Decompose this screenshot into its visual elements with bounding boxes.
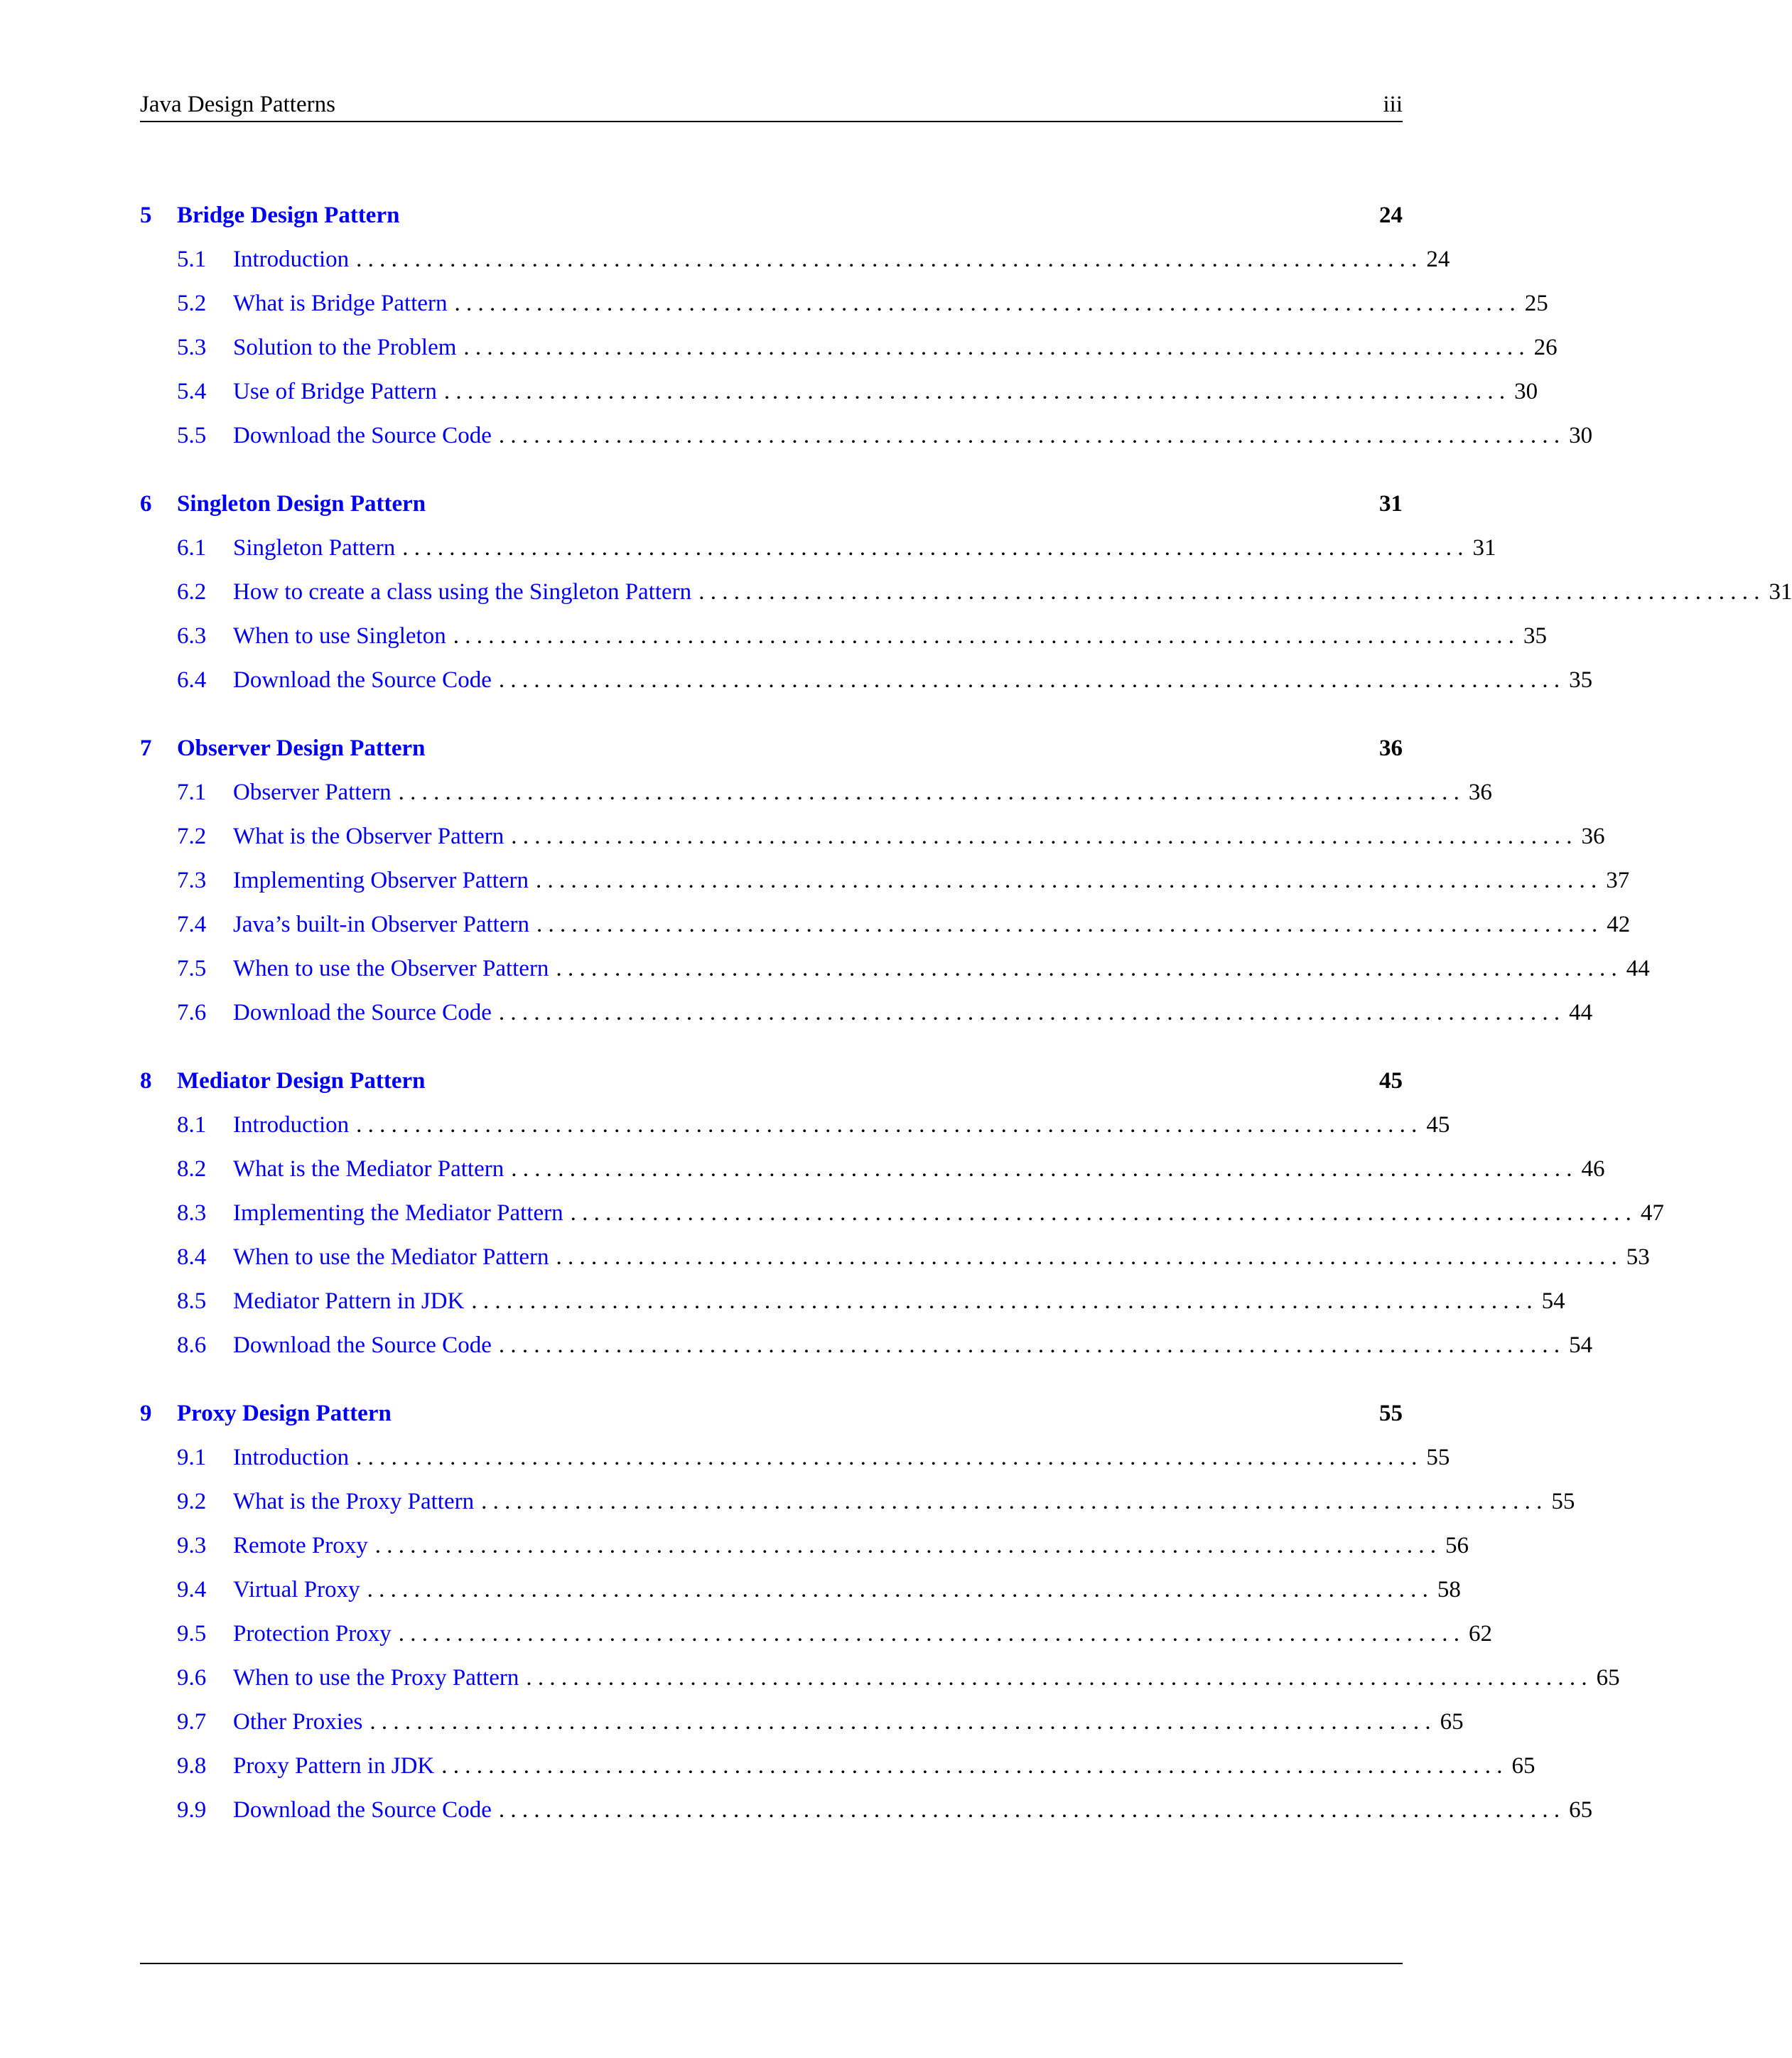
dot-leader: . . . . . . . . . . . . . . . . . . . . . . . . . . . . . . . . . . . . . . . . . . . . . . . . . . . . . . . . . . . . . . . . . . . . . . . . . . . . . . . . . . . . . . . . . . . xyxy=(443,379,1506,404)
section-page: 37 xyxy=(1606,868,1630,893)
running-title: Java Design Patterns xyxy=(140,92,335,117)
section-number[interactable]: 9.5 xyxy=(177,1621,207,1647)
section-page: 65 xyxy=(1511,1753,1535,1779)
toc-section-link[interactable] xyxy=(140,614,1547,658)
section-page: 25 xyxy=(1524,291,1548,316)
section-page: 65 xyxy=(1440,1709,1464,1735)
section-page: 46 xyxy=(1581,1156,1605,1182)
chapter-number[interactable]: 9 xyxy=(140,1401,152,1426)
dot-leader: . . . . . . . . . . . . . . . . . . . . . . . . . . . . . . . . . . . . . . . . . . . . . . . . . . . . . . . . . . . . . . . . . . . . . . . . . . . . . . . . . . . . . . . . . . . xyxy=(570,1200,1631,1226)
toc-section-link[interactable] xyxy=(140,1744,1535,1788)
section-title[interactable]: Singleton Pattern xyxy=(233,535,396,561)
section-page: 56 xyxy=(1445,1533,1469,1558)
section-number[interactable]: 8.2 xyxy=(177,1156,207,1182)
section-title[interactable]: What is the Proxy Pattern xyxy=(233,1489,475,1514)
chapter-page: 45 xyxy=(1379,1068,1403,1094)
toc-chapter xyxy=(140,482,1792,702)
section-title[interactable]: Mediator Pattern in JDK xyxy=(233,1288,465,1314)
section-number[interactable]: 9.1 xyxy=(177,1445,207,1470)
dot-leader: . . . . . . . . . . . . . . . . . . . . . . . . . . . . . . . . . . . . . . . . . . . . . . . . . . . . . . . . . . . . . . . . . . . . . . . . . . . . . . . . . . . . . . . . . . . xyxy=(498,423,1560,448)
section-number[interactable]: 9.8 xyxy=(177,1753,207,1779)
toc-section-link[interactable] xyxy=(140,1279,1565,1323)
toc-section-link[interactable] xyxy=(140,1612,1492,1656)
chapter-title[interactable]: Observer Design Pattern xyxy=(177,736,426,761)
toc-chapter-link[interactable] xyxy=(140,193,1403,237)
section-number[interactable]: 7.6 xyxy=(177,1000,207,1025)
section-title[interactable]: Implementing the Mediator Pattern xyxy=(233,1200,563,1226)
toc-section-link[interactable] xyxy=(140,1700,1464,1744)
section-title[interactable]: Introduction xyxy=(233,247,350,272)
toc-section-link[interactable] xyxy=(140,1480,1575,1524)
section-number[interactable]: 8.4 xyxy=(177,1244,207,1270)
section-title[interactable]: What is the Observer Pattern xyxy=(233,824,504,849)
section-number[interactable]: 9.7 xyxy=(177,1709,207,1735)
toc-chapter xyxy=(140,726,1650,1035)
toc-section-link[interactable] xyxy=(140,281,1548,325)
chapter-number[interactable]: 6 xyxy=(140,491,152,517)
chapter-page: 31 xyxy=(1379,491,1403,517)
dot-leader: . . . . . . . . . . . . . . . . . . . . . . . . . . . . . . . . . . . . . . . . . . . . . . . . . . . . . . . . . . . . . . . . . . . . . . . . . . . . . . . . . . . . . . . . . . . xyxy=(556,956,1617,981)
dot-leader: . . . . . . . . . . . . . . . . . . . . . . . . . . . . . . . . . . . . . . . . . . . . . . . . . . . . . . . . . . . . . . . . . . . . . . . . . . . . . . . . . . . . . . . . . . . xyxy=(498,1332,1560,1358)
section-number[interactable]: 7.4 xyxy=(177,912,207,937)
toc-section-link[interactable] xyxy=(140,1235,1650,1279)
chapter-title[interactable]: Singleton Design Pattern xyxy=(177,491,426,517)
section-number[interactable]: 7.1 xyxy=(177,780,207,805)
chapter-page: 55 xyxy=(1379,1401,1403,1426)
section-number[interactable]: 5.5 xyxy=(177,423,207,448)
toc-section-link[interactable] xyxy=(140,570,1792,614)
section-number[interactable]: 6.1 xyxy=(177,535,207,561)
dot-leader: . . . . . . . . . . . . . . . . . . . . . . . . . . . . . . . . . . . . . . . . . . . . . . . . . . . . . . . . . . . . . . . . . . . . . . . . . . . . . . . . . . . . . . . . . . . xyxy=(471,1288,1533,1314)
dot-leader: . . . . . . . . . . . . . . . . . . . . . . . . . . . . . . . . . . . . . . . . . . . . . . . . . . . . . . . . . . . . . . . . . . . . . . . . . . . . . . . . . . . . . . . . . . . xyxy=(536,912,1598,937)
section-page: 45 xyxy=(1426,1112,1450,1138)
section-title[interactable]: Protection Proxy xyxy=(233,1621,392,1647)
footer-rule xyxy=(140,1963,1403,1964)
section-title[interactable]: Download the Source Code xyxy=(233,1797,492,1823)
section-number[interactable]: 5.2 xyxy=(177,291,207,316)
chapter-page: 24 xyxy=(1379,203,1403,228)
toc-section-link[interactable] xyxy=(140,947,1650,991)
toc-section-link[interactable] xyxy=(140,370,1538,414)
section-page: 30 xyxy=(1569,423,1593,448)
section-number[interactable]: 9.6 xyxy=(177,1665,207,1691)
section-page: 35 xyxy=(1523,623,1547,649)
section-title[interactable]: When to use the Mediator Pattern xyxy=(233,1244,549,1270)
chapter-number[interactable]: 8 xyxy=(140,1068,152,1094)
section-title[interactable]: Proxy Pattern in JDK xyxy=(233,1753,435,1779)
dot-leader: . . . . . . . . . . . . . . . . . . . . . . . . . . . . . . . . . . . . . . . . . . . . . . . . . . . . . . . . . . . . . . . . . . . . . . . . . . . . . . . . . . . . . . . . . . . xyxy=(511,824,1572,849)
section-number[interactable]: 5.3 xyxy=(177,335,207,360)
section-number[interactable]: 8.1 xyxy=(177,1112,207,1138)
section-number[interactable]: 9.4 xyxy=(177,1577,207,1602)
section-title[interactable]: Solution to the Problem xyxy=(233,335,457,360)
section-page: 54 xyxy=(1569,1332,1593,1358)
dot-leader: . . . . . . . . . . . . . . . . . . . . . . . . . . . . . . . . . . . . . . . . . . . . . . . . . . . . . . . . . . . . . . . . . . . . . . . . . . . . . . . . . . . . . . . . . . . xyxy=(698,579,1760,605)
toc-section-link[interactable] xyxy=(140,991,1593,1035)
toc-section-link[interactable] xyxy=(140,1191,1664,1235)
dot-leader: . . . . . . . . . . . . . . . . . . . . . . . . . . . . . . . . . . . . . . . . . . . . . . . . . . . . . . . . . . . . . . . . . . . . . . . . . . . . . . . . . . . . . . . . . . . xyxy=(463,335,1525,360)
section-page: 31 xyxy=(1472,535,1496,561)
section-page: 26 xyxy=(1533,335,1558,360)
dot-leader: . . . . . . . . . . . . . . . . . . . . . . . . . . . . . . . . . . . . . . . . . . . . . . . . . . . . . . . . . . . . . . . . . . . . . . . . . . . . . . . . . . . . . . . . . . . xyxy=(536,868,1597,893)
toc-chapter-link[interactable] xyxy=(140,1059,1403,1103)
section-number[interactable]: 5.4 xyxy=(177,379,207,404)
section-title[interactable]: Other Proxies xyxy=(233,1709,363,1735)
section-page: 65 xyxy=(1596,1665,1620,1691)
section-page: 42 xyxy=(1607,912,1631,937)
section-page: 62 xyxy=(1468,1621,1492,1647)
dot-leader: . . . . . . . . . . . . . . . . . . . . . . . . . . . . . . . . . . . . . . . . . . . . . . . . . . . . . . . . . . . . . . . . . . . . . . . . . . . . . . . . . . . . . . . . . . . xyxy=(367,1577,1428,1602)
section-page: 31 xyxy=(1769,579,1792,605)
section-title[interactable]: Use of Bridge Pattern xyxy=(233,379,437,404)
section-page: 30 xyxy=(1514,379,1538,404)
dot-leader: . . . . . . . . . . . . . . . . . . . . . . . . . . . . . . . . . . . . . . . . . . . . . . . . . . . . . . . . . . . . . . . . . . . . . . . . . . . . . . . . . . . . . . . . . . . xyxy=(511,1156,1572,1182)
section-page: 55 xyxy=(1426,1445,1450,1470)
section-number[interactable]: 9.2 xyxy=(177,1489,207,1514)
section-page: 47 xyxy=(1640,1200,1664,1226)
dot-leader: . . . . . . . . . . . . . . . . . . . . . . . . . . . . . . . . . . . . . . . . . . . . . . . . . . . . . . . . . . . . . . . . . . . . . . . . . . . . . . . . . . . . . . . . . . . xyxy=(402,535,1464,561)
section-page: 58 xyxy=(1437,1577,1461,1602)
chapter-number[interactable]: 5 xyxy=(140,203,152,228)
section-page: 44 xyxy=(1626,956,1650,981)
section-page: 44 xyxy=(1569,1000,1593,1025)
section-page: 54 xyxy=(1541,1288,1565,1314)
chapter-title[interactable]: Bridge Design Pattern xyxy=(177,203,400,228)
toc-chapter-link[interactable] xyxy=(140,1391,1403,1435)
chapter-title[interactable]: Proxy Design Pattern xyxy=(177,1401,392,1426)
section-title[interactable]: Virtual Proxy xyxy=(233,1577,360,1602)
toc-section-link[interactable] xyxy=(140,237,1450,281)
dot-leader: . . . . . . . . . . . . . . . . . . . . . . . . . . . . . . . . . . . . . . . . . . . . . . . . . . . . . . . . . . . . . . . . . . . . . . . . . . . . . . . . . . . . . . . . . . . xyxy=(441,1753,1503,1779)
dot-leader: . . . . . . . . . . . . . . . . . . . . . . . . . . . . . . . . . . . . . . . . . . . . . . . . . . . . . . . . . . . . . . . . . . . . . . . . . . . . . . . . . . . . . . . . . . . xyxy=(498,1000,1560,1025)
section-number[interactable]: 8.5 xyxy=(177,1288,207,1314)
page-header xyxy=(140,88,1403,122)
toc-section-link[interactable] xyxy=(140,1323,1593,1367)
toc-section-link[interactable] xyxy=(140,1568,1461,1612)
dot-leader: . . . . . . . . . . . . . . . . . . . . . . . . . . . . . . . . . . . . . . . . . . . . . . . . . . . . . . . . . . . . . . . . . . . . . . . . . . . . . . . . . . . . . . . . . . . xyxy=(453,623,1514,649)
section-number[interactable]: 7.2 xyxy=(177,824,207,849)
toc-section-link[interactable] xyxy=(140,1435,1450,1480)
toc-section-link[interactable] xyxy=(140,814,1605,858)
dot-leader: . . . . . . . . . . . . . . . . . . . . . . . . . . . . . . . . . . . . . . . . . . . . . . . . . . . . . . . . . . . . . . . . . . . . . . . . . . . . . . . . . . . . . . . . . . . xyxy=(498,667,1560,693)
dot-leader: . . . . . . . . . . . . . . . . . . . . . . . . . . . . . . . . . . . . . . . . . . . . . . . . . . . . . . . . . . . . . . . . . . . . . . . . . . . . . . . . . . . . . . . . . . . xyxy=(526,1665,1587,1691)
toc-chapter xyxy=(140,193,1593,458)
dot-leader: . . . . . . . . . . . . . . . . . . . . . . . . . . . . . . . . . . . . . . . . . . . . . . . . . . . . . . . . . . . . . . . . . . . . . . . . . . . . . . . . . . . . . . . . . . . xyxy=(398,1621,1459,1647)
toc-chapter xyxy=(140,1059,1664,1367)
dot-leader: . . . . . . . . . . . . . . . . . . . . . . . . . . . . . . . . . . . . . . . . . . . . . . . . . . . . . . . . . . . . . . . . . . . . . . . . . . . . . . . . . . . . . . . . . . . xyxy=(369,1709,1431,1735)
section-title[interactable]: How to create a class using the Singleton Pattern xyxy=(233,579,692,605)
section-title[interactable]: What is the Mediator Pattern xyxy=(233,1156,504,1182)
section-title[interactable]: When to use the Observer Pattern xyxy=(233,956,549,981)
section-page: 53 xyxy=(1626,1244,1650,1270)
section-number[interactable]: 6.4 xyxy=(177,667,207,693)
section-number[interactable]: 6.2 xyxy=(177,579,207,605)
section-number[interactable]: 9.9 xyxy=(177,1797,207,1823)
section-title[interactable]: Implementing Observer Pattern xyxy=(233,868,529,893)
dot-leader: . . . . . . . . . . . . . . . . . . . . . . . . . . . . . . . . . . . . . . . . . . . . . . . . . . . . . . . . . . . . . . . . . . . . . . . . . . . . . . . . . . . . . . . . . . . xyxy=(498,1797,1560,1823)
toc-section-link[interactable] xyxy=(140,770,1492,814)
toc-chapter-link[interactable] xyxy=(140,726,1403,770)
section-number[interactable]: 5.1 xyxy=(177,247,207,272)
toc-section-link[interactable] xyxy=(140,858,1630,903)
toc-section-link[interactable] xyxy=(140,414,1593,458)
section-title[interactable]: Remote Proxy xyxy=(233,1533,368,1558)
section-number[interactable]: 8.3 xyxy=(177,1200,207,1226)
section-page: 36 xyxy=(1581,824,1605,849)
section-number[interactable]: 6.3 xyxy=(177,623,207,649)
toc-section-link[interactable] xyxy=(140,1103,1450,1147)
dot-leader: . . . . . . . . . . . . . . . . . . . . . . . . . . . . . . . . . . . . . . . . . . . . . . . . . . . . . . . . . . . . . . . . . . . . . . . . . . . . . . . . . . . . . . . . . . . xyxy=(556,1244,1617,1270)
toc-section-link[interactable] xyxy=(140,325,1558,370)
section-number[interactable]: 7.5 xyxy=(177,956,207,981)
section-title[interactable]: Introduction xyxy=(233,1112,350,1138)
section-number[interactable]: 9.3 xyxy=(177,1533,207,1558)
section-page: 65 xyxy=(1569,1797,1593,1823)
dot-leader: . . . . . . . . . . . . . . . . . . . . . . . . . . . . . . . . . . . . . . . . . . . . . . . . . . . . . . . . . . . . . . . . . . . . . . . . . . . . . . . . . . . . . . . . . . . xyxy=(374,1533,1436,1558)
toc-chapter-link[interactable] xyxy=(140,482,1403,526)
section-title[interactable]: Observer Pattern xyxy=(233,780,392,805)
chapter-title[interactable]: Mediator Design Pattern xyxy=(177,1068,426,1094)
section-title[interactable]: Download the Source Code xyxy=(233,1000,492,1025)
dot-leader: . . . . . . . . . . . . . . . . . . . . . . . . . . . . . . . . . . . . . . . . . . . . . . . . . . . . . . . . . . . . . . . . . . . . . . . . . . . . . . . . . . . . . . . . . . . xyxy=(481,1489,1543,1514)
toc-section-link[interactable] xyxy=(140,1788,1593,1832)
toc-section-link[interactable] xyxy=(140,903,1631,947)
dot-leader: . . . . . . . . . . . . . . . . . . . . . . . . . . . . . . . . . . . . . . . . . . . . . . . . . . . . . . . . . . . . . . . . . . . . . . . . . . . . . . . . . . . . . . . . . . . xyxy=(356,1445,1418,1470)
section-page: 36 xyxy=(1468,780,1492,805)
table-of-contents xyxy=(140,193,1792,1856)
section-title[interactable]: Download the Source Code xyxy=(233,667,492,693)
section-title[interactable]: What is Bridge Pattern xyxy=(233,291,448,316)
section-title[interactable]: Introduction xyxy=(233,1445,350,1470)
toc-section-link[interactable] xyxy=(140,658,1593,702)
toc-section-link[interactable] xyxy=(140,1656,1620,1700)
toc-section-link[interactable] xyxy=(140,526,1496,570)
chapter-number[interactable]: 7 xyxy=(140,736,152,761)
section-title[interactable]: Download the Source Code xyxy=(233,1332,492,1358)
section-page: 55 xyxy=(1551,1489,1575,1514)
dot-leader: . . . . . . . . . . . . . . . . . . . . . . . . . . . . . . . . . . . . . . . . . . . . . . . . . . . . . . . . . . . . . . . . . . . . . . . . . . . . . . . . . . . . . . . . . . . xyxy=(398,780,1459,805)
section-title[interactable]: Download the Source Code xyxy=(233,423,492,448)
toc-section-link[interactable] xyxy=(140,1524,1469,1568)
section-number[interactable]: 8.6 xyxy=(177,1332,207,1358)
dot-leader: . . . . . . . . . . . . . . . . . . . . . . . . . . . . . . . . . . . . . . . . . . . . . . . . . . . . . . . . . . . . . . . . . . . . . . . . . . . . . . . . . . . . . . . . . . . xyxy=(454,291,1516,316)
page-number: iii xyxy=(1383,92,1403,117)
toc-chapter xyxy=(140,1391,1620,1832)
section-number[interactable]: 7.3 xyxy=(177,868,207,893)
section-title[interactable]: When to use the Proxy Pattern xyxy=(233,1665,519,1691)
toc-section-link[interactable] xyxy=(140,1147,1605,1191)
section-page: 35 xyxy=(1569,667,1593,693)
dot-leader: . . . . . . . . . . . . . . . . . . . . . . . . . . . . . . . . . . . . . . . . . . . . . . . . . . . . . . . . . . . . . . . . . . . . . . . . . . . . . . . . . . . . . . . . . . . xyxy=(356,1112,1418,1138)
section-title[interactable]: When to use Singleton xyxy=(233,623,446,649)
chapter-page: 36 xyxy=(1379,736,1403,761)
section-page: 24 xyxy=(1426,247,1450,272)
section-title[interactable]: Java’s built-in Observer Pattern xyxy=(233,912,529,937)
dot-leader: . . . . . . . . . . . . . . . . . . . . . . . . . . . . . . . . . . . . . . . . . . . . . . . . . . . . . . . . . . . . . . . . . . . . . . . . . . . . . . . . . . . . . . . . . . . xyxy=(356,247,1418,272)
